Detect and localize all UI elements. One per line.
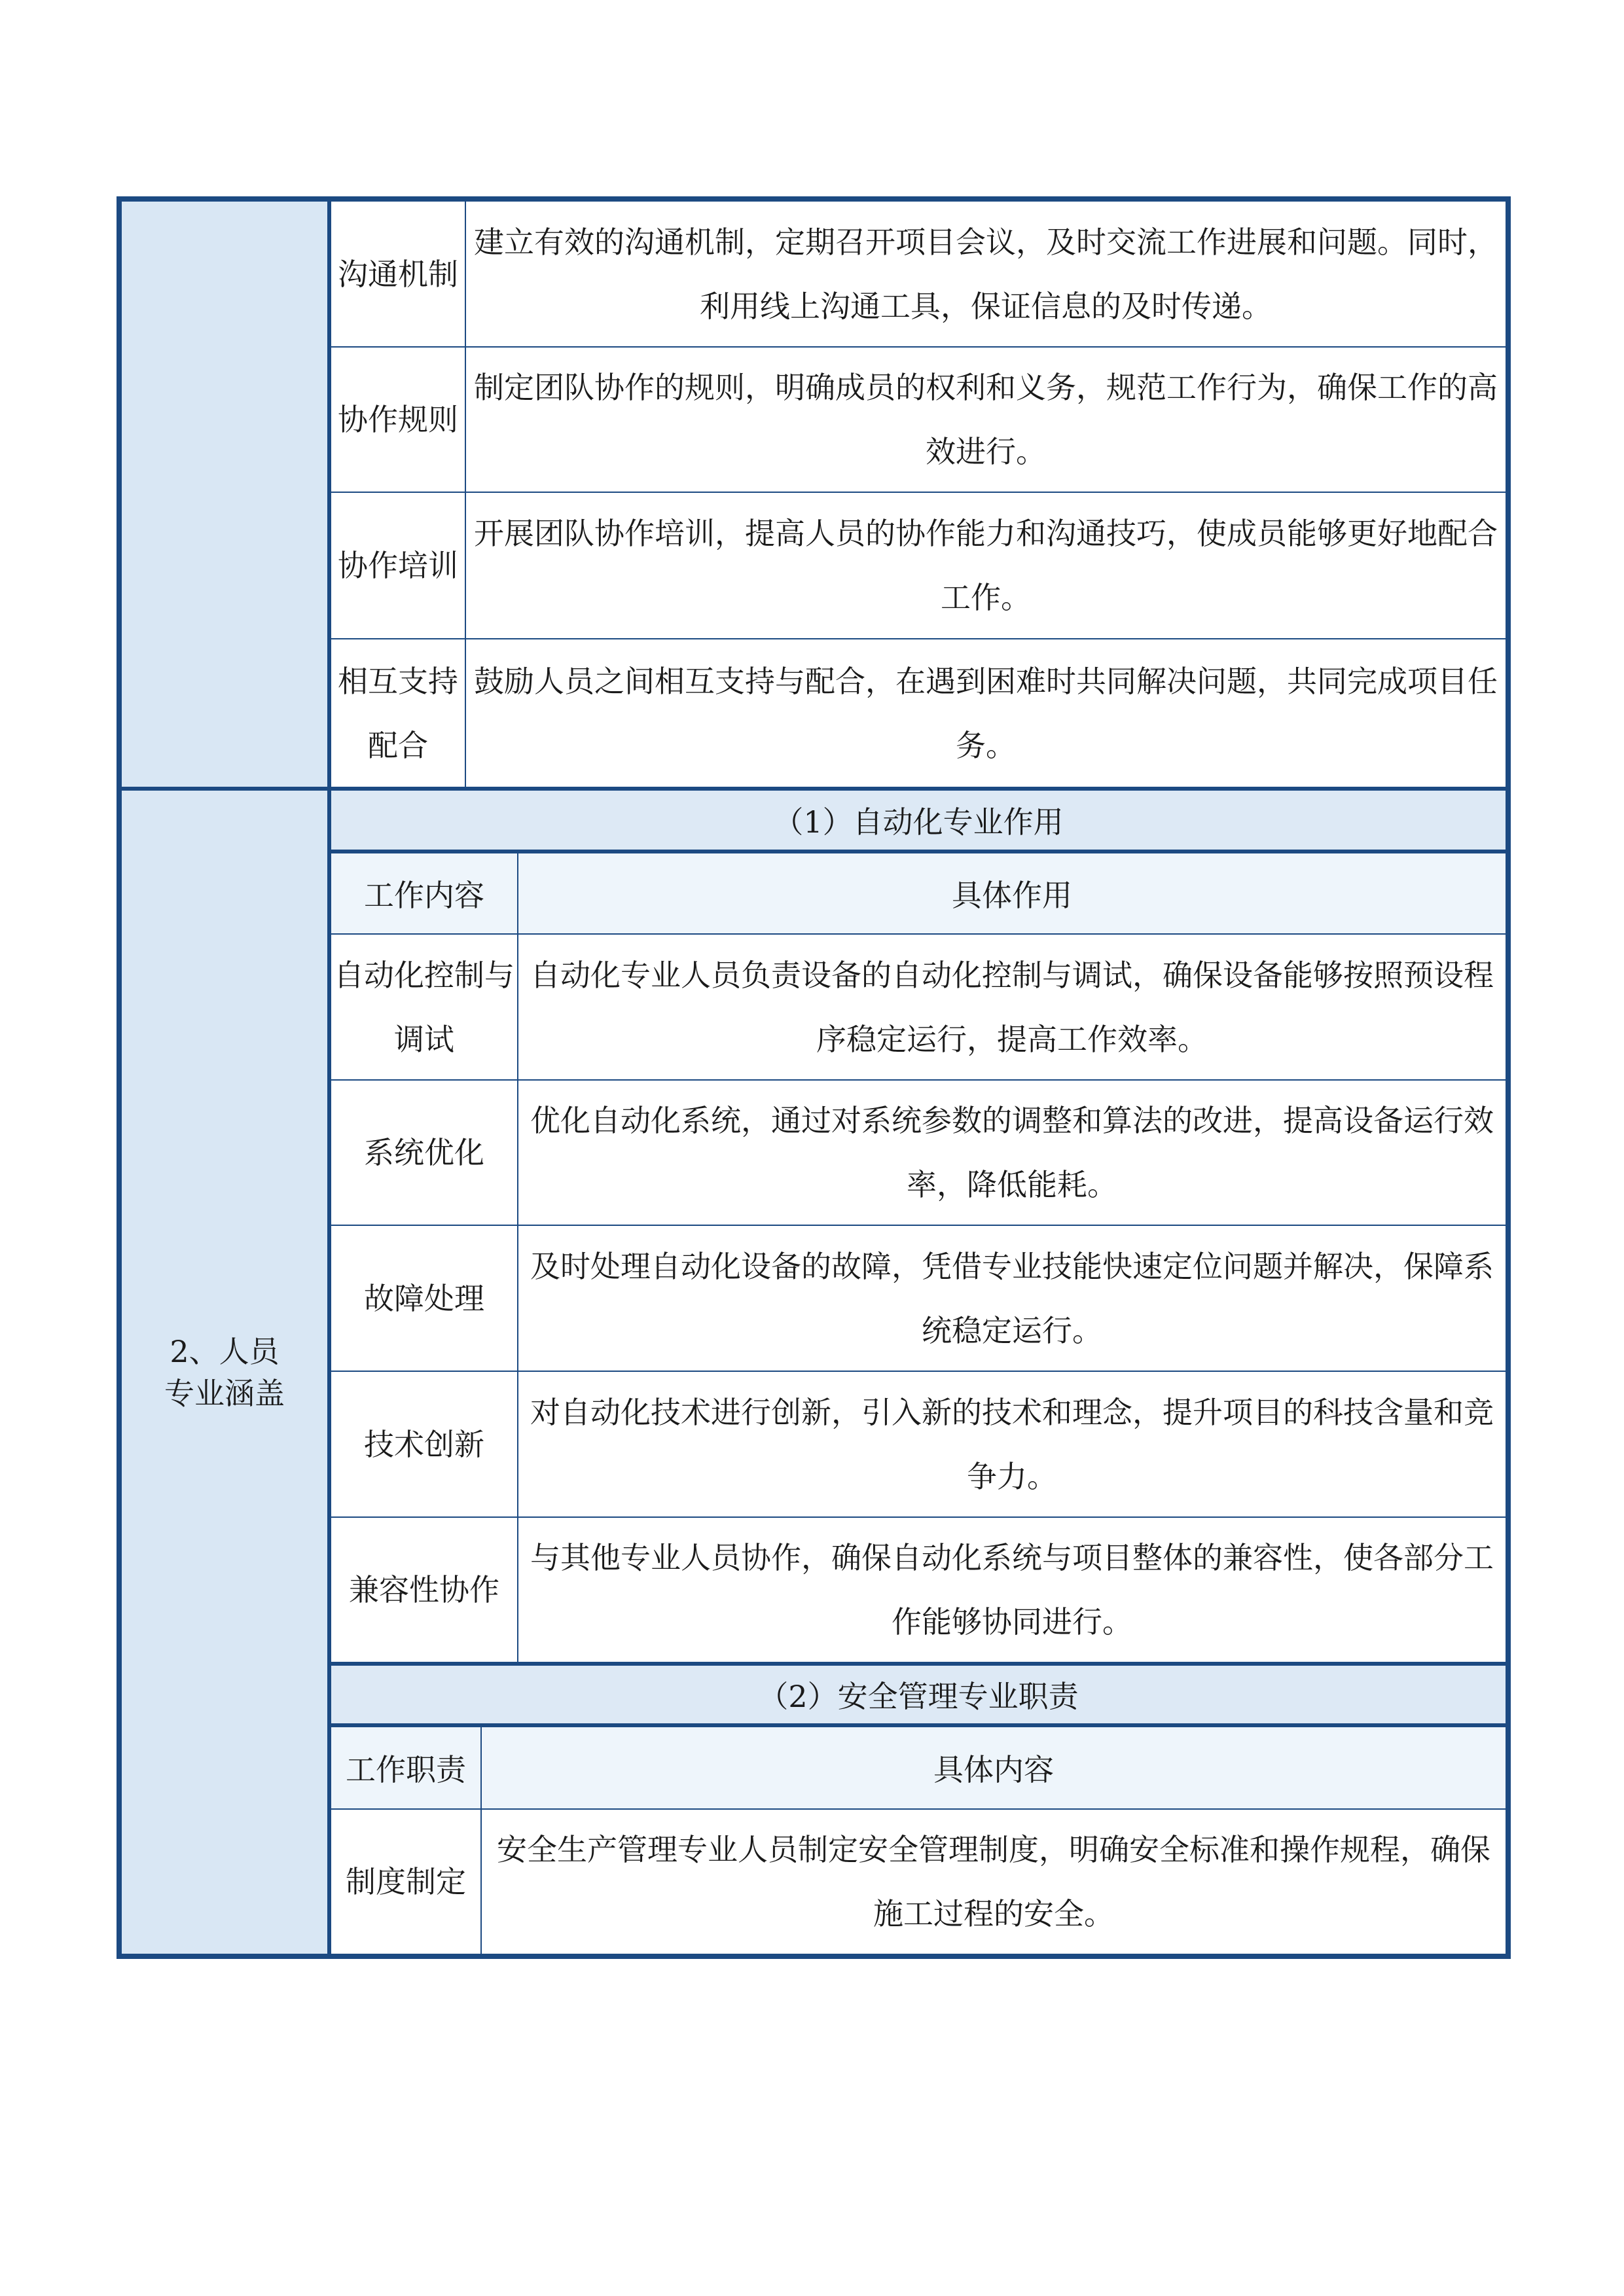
sub2-header-col2: 具体内容 [482,1727,1506,1808]
section1-left-cell [122,202,331,787]
sub1-header-col1: 工作内容 [331,853,517,933]
row-name-compatibility: 兼容性协作 [349,1572,499,1607]
section2-label: 2、人员专业涵盖 [164,1333,285,1411]
row-text-policy-making: 安全生产管理专业人员制定安全管理制度，明确安全标准和操作规程，确保施工过程的安全。 [497,1832,1490,1931]
row-text-communication: 建立有效的沟通机制，定期召开项目会议，及时交流工作进展和问题。同时，利用线上沟通工具，保证信息的及时传递。 [474,224,1498,324]
row-name-communication: 沟通机制 [338,256,458,292]
row-text-automation-control: 自动化专业人员负责设备的自动化控制与调试，确保设备能够按照预设程序稳定运行，提高工作效率。 [530,957,1494,1057]
row-text-support: 鼓励人员之间相互支持与配合，在遇到困难时共同解决问题，共同完成项目任务。 [474,663,1498,763]
sub1-title: （1）自动化专业作用 [331,791,1506,850]
row-name-system-optimization: 系统优化 [364,1135,484,1170]
row-text-rules: 制定团队协作的规则，明确成员的权利和义务，规范工作行为，确保工作的高效进行。 [474,370,1498,469]
row-name-automation-control: 自动化控制与调试 [334,957,514,1057]
sub1-header-col2: 具体作用 [518,853,1506,933]
row-text-compatibility: 与其他专业人员协作，确保自动化系统与项目整体的兼容性，使各部分工作能够协同进行。 [530,1540,1494,1640]
section2-left-cell [122,791,331,1954]
row-name-tech-innovation: 技术创新 [364,1426,484,1462]
row-name-fault-handling: 故障处理 [364,1280,484,1316]
row-name-rules: 协作规则 [338,402,458,437]
document-table [117,196,1511,1959]
row-name-policy-making: 制度制定 [346,1864,466,1899]
sub2-header-col1: 工作职责 [331,1727,480,1808]
row-text-fault-handling: 及时处理自动化设备的故障，凭借专业技能快速定位问题并解决，保障系统稳定运行。 [530,1248,1494,1348]
row-text-system-optimization: 优化自动化系统，通过对系统参数的调整和算法的改进，提高设备运行效率，降低能耗。 [530,1103,1494,1202]
sub2-title: （2）安全管理专业职责 [331,1666,1506,1723]
row-name-support: 相互支持配合 [338,663,458,763]
row-text-training: 开展团队协作培训，提高人员的协作能力和沟通技巧，使成员能够更好地配合工作。 [474,516,1498,615]
row-name-training: 协作培训 [338,548,458,583]
row-text-tech-innovation: 对自动化技术进行创新，引入新的技术和理念，提升项目的科技含量和竞争力。 [530,1394,1494,1494]
